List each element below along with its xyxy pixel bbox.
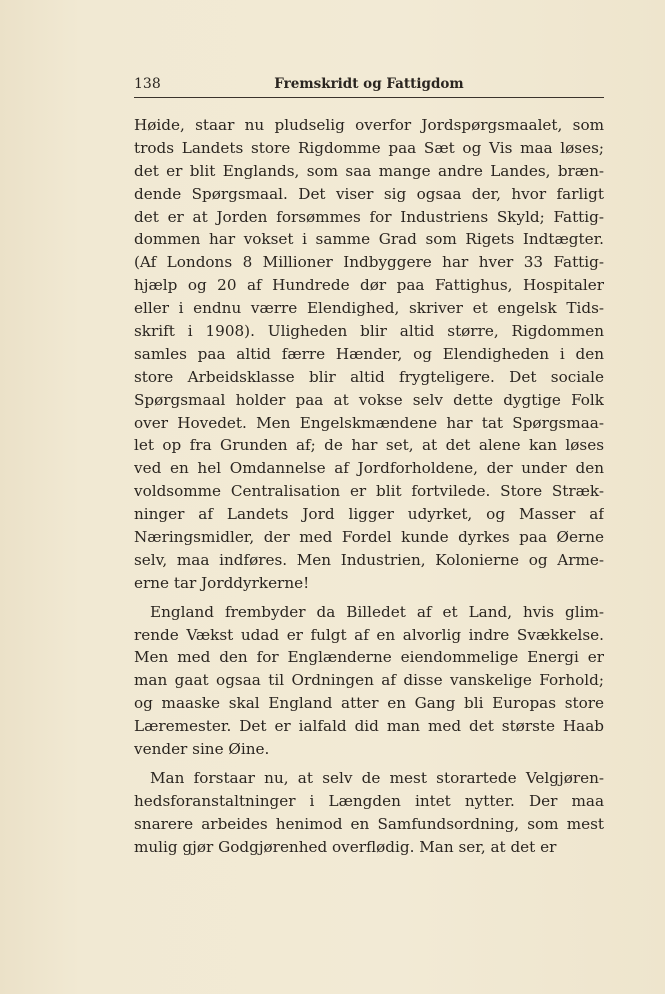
text-line: hedsforanstaltninger i Længden intet nytter. Der maa: [134, 791, 604, 810]
text-line: eller i endnu værre Elendighed, skriver et engelsk Tids-: [134, 299, 604, 318]
body-text: [134, 114, 604, 859]
text-line: hjælp og 20 af Hundrede dør paa Fattighus, Hospitaler: [134, 276, 604, 295]
text-line: det er at Jorden forsømmes for Industriens Skyld; Fattig-: [134, 207, 604, 226]
text-line: skrift i 1908). Uligheden blir altid større, Rigdommen: [134, 322, 604, 341]
text-line: vender sine Øine.: [134, 740, 270, 759]
text-line: (Af Londons 8 Millioner Indbyggere har hver 33 Fattig-: [134, 253, 604, 272]
text-line: voldsomme Centralisation er blit fortvilede. Store Stræk-: [134, 482, 604, 501]
paragraph: [134, 114, 604, 595]
text-line: ninger af Landets Jord ligger udyrket, og Masser af: [134, 505, 604, 524]
text-line: rende Vækst udad er fulgt af en alvorlig indre Svækkelse.: [134, 625, 604, 644]
text-line: erne tar Jorddyrkerne!: [134, 573, 310, 592]
text-line: England frembyder da Billedet af et Land, hvis glim-: [150, 602, 604, 621]
paragraph: [134, 767, 604, 859]
text-line: dommen har vokset i samme Grad som Rigets Indtægter.: [134, 230, 604, 249]
header-rule: [134, 97, 604, 98]
text-line: Læremester. Det er ialfald did man med det største Haab: [134, 717, 604, 736]
paragraph: [134, 601, 604, 761]
text-line: Men med den for Englænderne eiendommelige Energi er: [134, 648, 604, 667]
text-line: store Arbeidsklasse blir altid frygteligere. Det sociale: [134, 367, 604, 386]
text-line: let op fra Grunden af; de har set, at det alene kan løses: [134, 436, 604, 455]
text-line: over Hovedet. Men Engelskmændene har tat Spørgsmaa-: [134, 413, 604, 432]
text-line: Man forstaar nu, at selv de mest storartede Velgjøren-: [150, 768, 604, 787]
text-line: selv, maa indføres. Men Industrien, Kolonierne og Arme-: [134, 550, 604, 569]
page-header: [134, 76, 604, 96]
text-line: snarere arbeides henimod en Samfundsordning, som mest: [134, 814, 604, 833]
text-line: trods Landets store Rigdomme paa Sæt og Vis maa løses;: [134, 138, 604, 157]
text-line: samles paa altid færre Hænder, og Elendigheden i den: [134, 344, 604, 363]
text-line: mulig gjør Godgjørenhed overflødig. Man ser, at det er: [134, 837, 557, 856]
text-line: Næringsmidler, der med Fordel kunde dyrkes paa Øerne: [134, 528, 604, 547]
text-line: ved en hel Omdannelse af Jordforholdene, der under den: [134, 459, 604, 478]
text-line: det er blit Englands, som saa mange andre Landes, bræn-: [134, 161, 604, 180]
page-number: 138: [134, 76, 161, 92]
text-line: og maaske skal England atter en Gang bli Europas store: [134, 694, 604, 713]
text-line: dende Spørgsmaal. Det viser sig ogsaa der, hvor farligt: [134, 184, 604, 203]
text-line: Høide, staar nu pludselig overfor Jordspørgsmaalet, som: [134, 116, 604, 134]
text-line: man gaat ogsaa til Ordningen af disse vanskelige Forhold;: [134, 671, 604, 690]
running-title: Fremskridt og Fattigdom: [274, 76, 464, 92]
text-line: Spørgsmaal holder paa at vokse selv dette dygtige Folk: [134, 390, 604, 409]
